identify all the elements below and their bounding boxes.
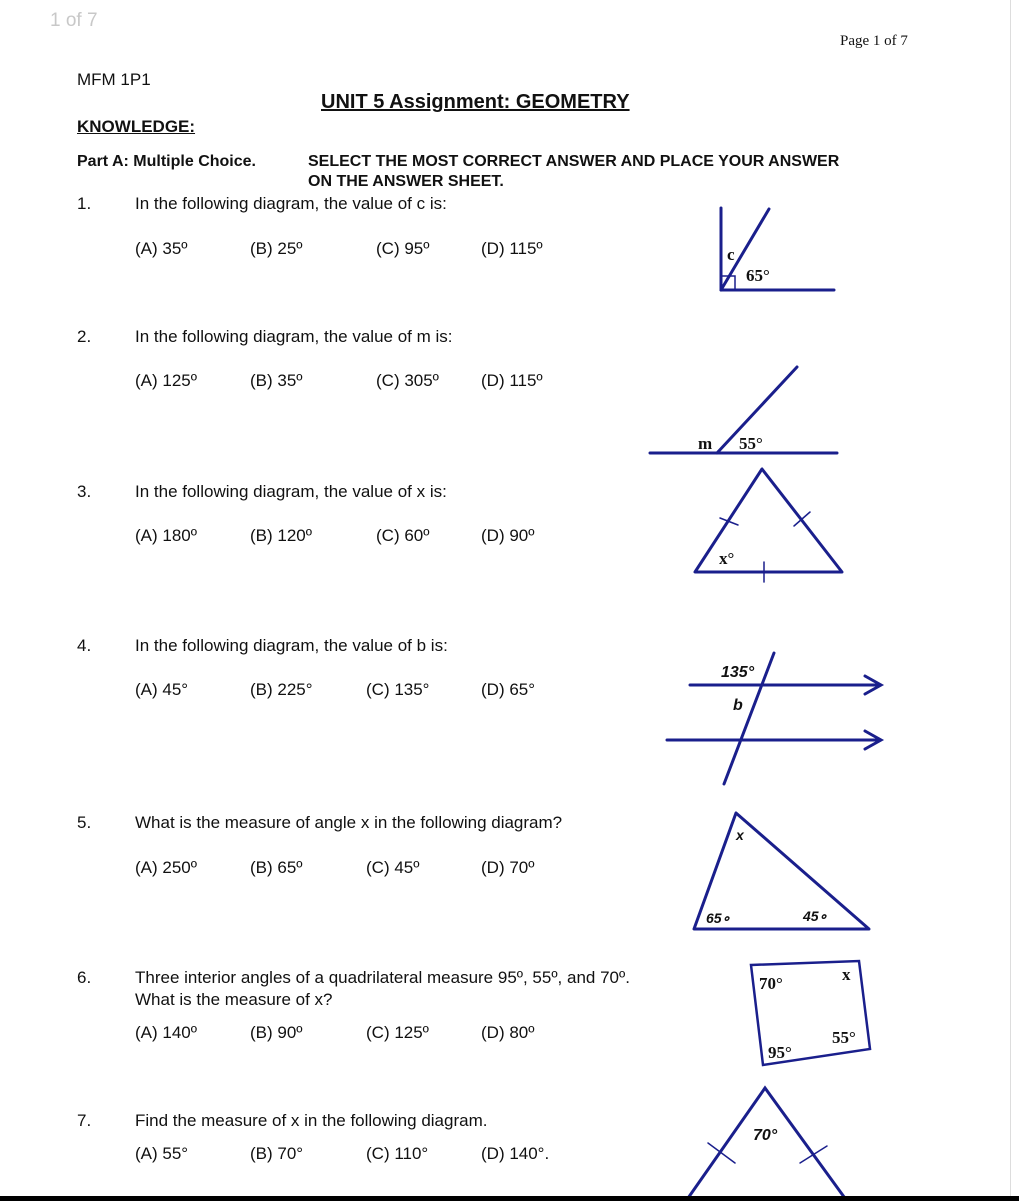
option-d: (D) 80º [481,1023,535,1042]
label-x: x [736,827,744,843]
question-text: In the following diagram, the value of b is: [135,636,448,655]
option-c: (C) 45º [366,858,420,877]
option-b: (B) 35º [250,371,303,390]
label-x: x [842,965,851,984]
diagram-q4-parallel-lines [667,653,881,784]
option-c: (C) 305º [376,371,439,390]
label-45: 45∘ [803,908,828,924]
option-d: (D) 65° [481,680,536,699]
option-b: (B) 90º [250,1023,303,1042]
question-number: 2. [77,327,92,346]
option-c: (C) 125º [366,1023,429,1042]
option-b: (B) 65º [250,858,303,877]
page-title: UNIT 5 Assignment: GEOMETRY [321,91,630,113]
option-d: (D) 140°. [481,1144,550,1163]
label-70: 70° [759,974,783,993]
option-d: (D) 115º [481,371,543,390]
option-a: (A) 250º [135,858,197,877]
page-number: Page 1 of 7 [840,33,908,49]
page-bottom-border [0,1196,1019,1201]
label-135: 135° [721,664,755,681]
diagram-q3-equilateral-triangle [695,469,842,582]
instruction-line-1: SELECT THE MOST CORRECT ANSWER AND PLACE YOUR ANSWER [308,153,840,170]
option-a: (A) 180º [135,526,197,545]
label-65: 65∘ [706,910,731,926]
part-label: Part A: Multiple Choice. [77,153,256,170]
option-c: (C) 135° [366,680,430,699]
question-text: In the following diagram, the value of m is: [135,327,453,346]
option-a: (A) 125º [135,371,197,390]
question-number: 7. [77,1111,92,1130]
instruction-line-2: ON THE ANSWER SHEET. [308,173,504,190]
option-c: (C) 110° [366,1144,429,1163]
label-65: 65° [746,266,770,285]
section-heading: KNOWLEDGE: [77,117,196,136]
option-b: (B) 70° [250,1144,304,1163]
question-text: Three interior angles of a quadrilateral measure 95º, 55º, and 70º. [135,968,630,987]
question-text-line-2: What is the measure of x? [135,990,333,1009]
option-c: (C) 60º [376,526,430,545]
question-number: 1. [77,194,92,213]
label-95: 95° [768,1043,792,1062]
option-b: (B) 120º [250,526,312,545]
label-c: c [727,245,735,264]
label-55: 55° [832,1028,856,1047]
question-text: What is the measure of angle x in the following diagram? [135,813,563,832]
option-b: (B) 225° [250,680,313,699]
option-d: (D) 90º [481,526,535,545]
option-a: (A) 140º [135,1023,197,1042]
option-d: (D) 70º [481,858,535,877]
option-b: (B) 25º [250,239,303,258]
label-x: x° [719,549,735,568]
option-d: (D) 115º [481,239,543,258]
label-55: 55° [739,434,763,453]
question-number: 4. [77,636,92,655]
label-b: b [733,697,743,714]
question-text: Find the measure of x in the following diagram. [135,1111,488,1130]
option-a: (A) 35º [135,239,188,258]
label-70: 70° [753,1127,778,1144]
question-text: In the following diagram, the value of c is: [135,194,447,213]
option-a: (A) 45° [135,680,189,699]
page-edge [1010,0,1011,1197]
diagram-q7-isosceles-triangle [686,1088,847,1201]
question-number: 6. [77,968,92,987]
question-number: 3. [77,482,92,501]
course-code: MFM 1P1 [77,70,151,89]
label-m: m [698,434,713,453]
page-indicator: 1 of 7 [50,10,98,31]
question-text: In the following diagram, the value of x is: [135,482,447,501]
diagram-q1-right-angle [721,208,834,290]
question-number: 5. [77,813,92,832]
option-a: (A) 55° [135,1144,189,1163]
option-c: (C) 95º [376,239,430,258]
